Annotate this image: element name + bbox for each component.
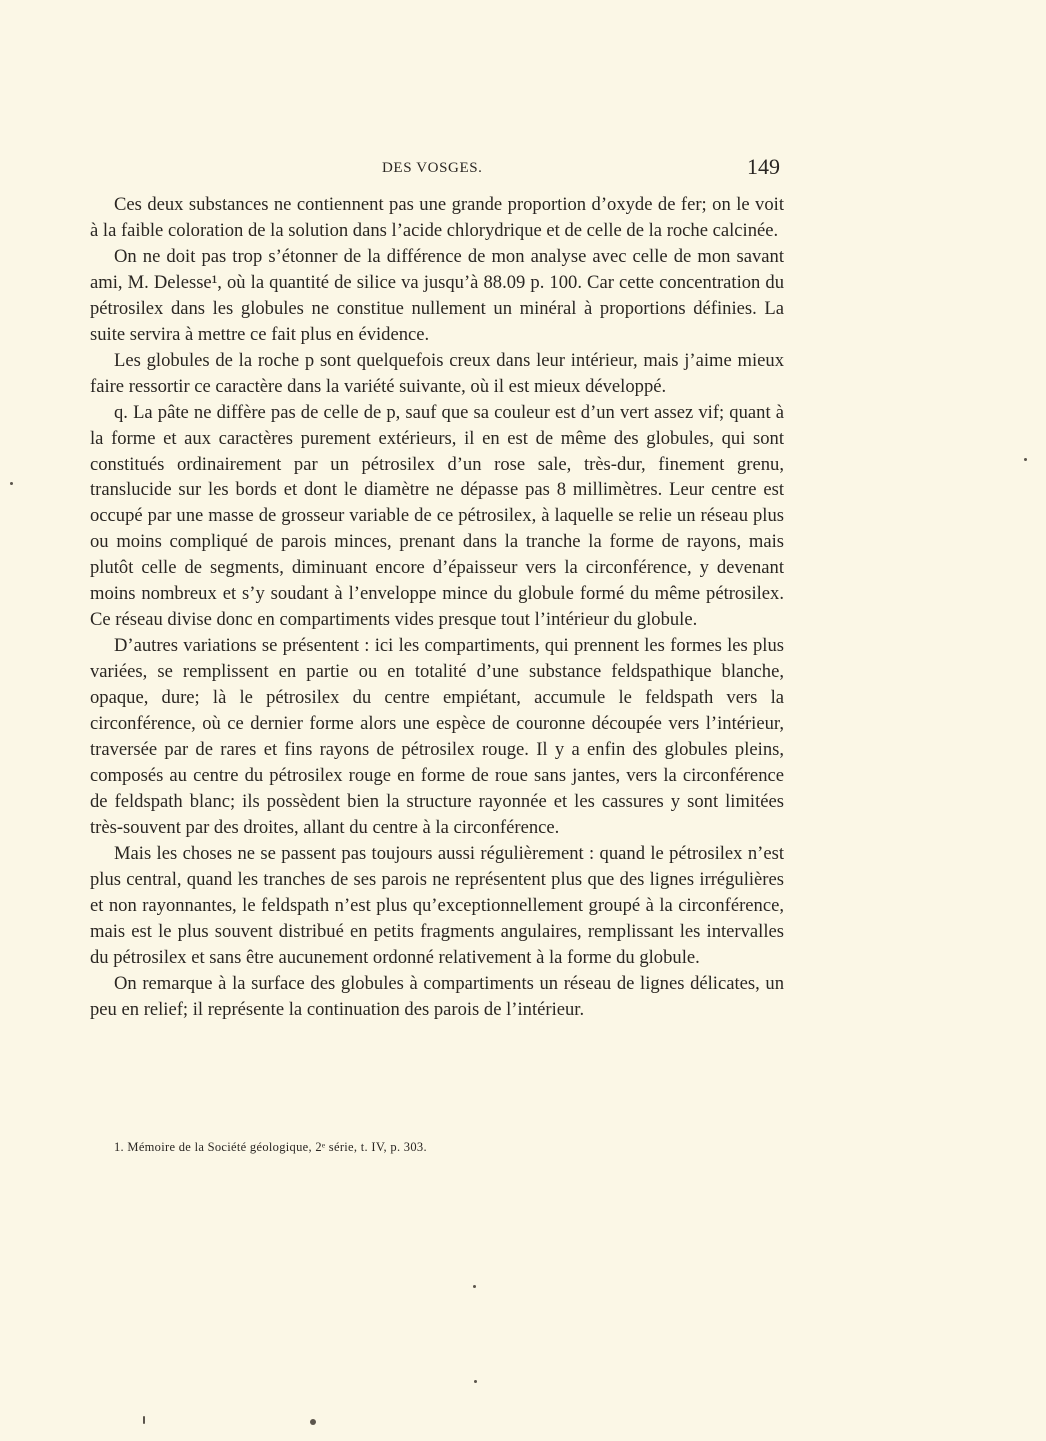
paragraph: q. La pâte ne diffère pas de celle de p, sauf que sa couleur est d’un vert assez vif; quant à la forme et aux caractères purement extérieurs, il en est de même des globules, qui sont constitués ordinairement par un pétrosilex d’un rose sale, très-dur, finement grenu, translucide sur les bords et dont le diamètre ne dépasse pas 8 millimètres. Leur centre est occupé par une masse de grosseur variable de ce pétrosilex, à laquelle se relie un réseau plus ou moins compliqué de parois minces, prenant dans la tranche la forme de rayons, mais plutôt celle de segments, diminuant encore d’épaisseur vers la circonférence, y devenant moins nombreux et s’y soudant à l’enveloppe mince du globule formé du même pétrosilex. Ce réseau divise donc en compartiments vides presque tout l’intérieur du globule.: [90, 401, 784, 631]
scan-speck: [1024, 458, 1027, 461]
page-number: 149: [747, 154, 780, 179]
paragraph: Mais les choses ne se passent pas toujours aussi régulièrement : quand le pétrosilex n’est plus central, quand les tranches de ses parois ne représentent plus que des lignes irrégulières et non rayonnantes, le feldspath n’est plus qu’exceptionnellement groupé à la circonférence, mais est le plus souvent distribué en petits fragments angulaires, remplissant les intervalles du pétrosilex et sans être aucunement ordonné relativement à la forme du globule.: [90, 842, 784, 968]
scan-speck: [473, 1285, 476, 1288]
scan-speck: [10, 482, 13, 485]
book-page: [90, 150, 784, 1154]
running-head: [90, 150, 784, 190]
paragraph: On ne doit pas trop s’étonner de la différence de mon analyse avec celle de mon savant ami, M. Delesse¹, où la quantité de silice va jusqu’à 88.09 p. 100. Car cette concentration du pétrosilex dans les globules ne constitue nullement un minéral à proportions définies. La suite servira à mettre ce fait plus en évidence.: [90, 245, 784, 345]
paragraph: Les globules de la roche p sont quelquefois creux dans leur intérieur, mais j’aime mieux faire ressortir ce caractère dans la variété suivante, où il est mieux développé.: [90, 349, 784, 397]
scan-speck: [474, 1380, 477, 1383]
running-title: DES VOSGES.: [382, 160, 483, 176]
paragraph: D’autres variations se présentent : ici les compartiments, qui prennent les formes les plus variées, se remplissent en partie ou en totalité d’une substance feldspathique blanche, opaque, dure; là le pétrosilex du centre empiétant, accumule le feldspath vers la circonférence, où ce dernier forme alors une espèce de couronne découpée vers l’intérieur, traversée par de rares et fins rayons de pétrosilex rouge. Il y a enfin des globules pleins, composés au centre du pétrosilex rouge en forme de roue sans jantes, vers la circonférence de feldspath blanc; ils possèdent bien la structure rayonnée et les cassures y sont limitées très-souvent par des droites, allant du centre à la circonférence.: [90, 635, 784, 838]
scan-speck: [143, 1416, 145, 1424]
footnote: 1. Mémoire de la Société géologique, 2ᵉ série, t. IV, p. 303.: [114, 1140, 427, 1154]
body-text: [90, 192, 784, 1023]
paragraph: Ces deux substances ne contiennent pas une grande proportion d’oxyde de fer; on le voit à la faible coloration de la solution dans l’acide chlorydrique et de celle de la roche calcinée.: [90, 194, 784, 241]
scan-speck: [310, 1419, 316, 1425]
paragraph: On remarque à la surface des globules à compartiments un réseau de lignes délicates, un peu en relief; il représente la continuation des parois de l’intérieur.: [90, 972, 784, 1020]
